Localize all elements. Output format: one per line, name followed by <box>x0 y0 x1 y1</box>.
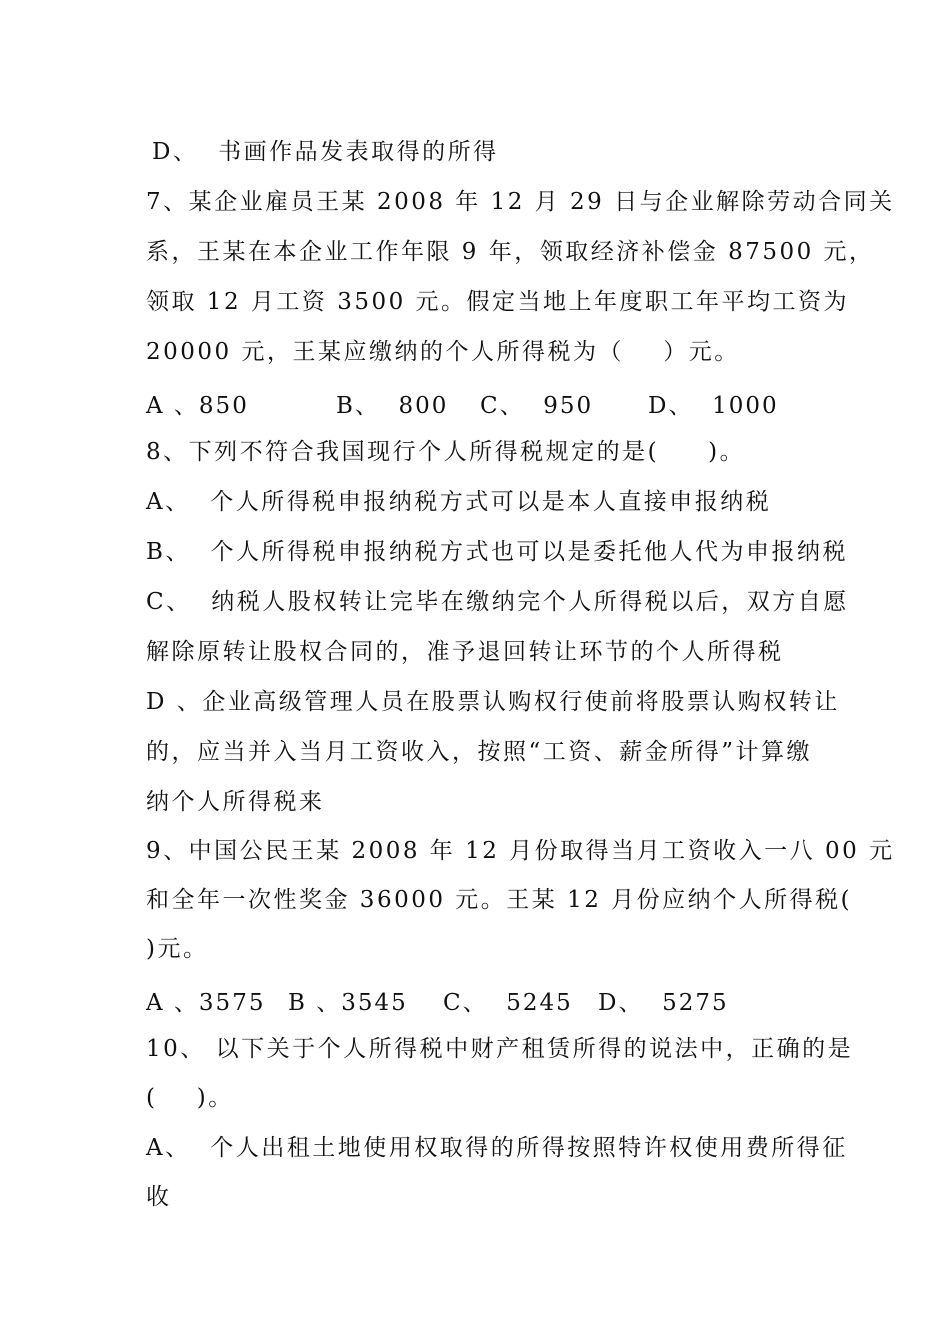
option-d-prev: D、 书画作品发表取得的所得 <box>152 139 499 165</box>
question-8-option-b: B、 个人所得税申报纳税方式也可以是委托他人代为申报纳税 <box>146 539 849 565</box>
question-8-option-d-1: D 、企业高级管理人员在股票认购权行使前将股票认购权转让 <box>146 689 840 715</box>
question-7-line-4: 20000 元，王某应缴纳的个人所得税为（ ）元。 <box>146 339 740 365</box>
question-9-line-1: 9、中国公民王某 2008 年 12 月份取得当月工资收入一八 00 元 <box>146 838 895 864</box>
question-8-option-c-1: C、 纳税人股权转让完毕在缴纳完个人所得税以后，双方自愿 <box>146 589 849 615</box>
question-8-option-a: A、 个人所得税申报纳税方式可以是本人直接申报纳税 <box>146 489 772 515</box>
question-7-line-2: 系，王某在本企业工作年限 9 年，领取经济补偿金 87500 元， <box>146 239 875 265</box>
question-8-option-c-2: 解除原转让股权合同的，准予退回转让环节的个人所得税 <box>146 639 784 665</box>
question-7-line-1: 7、某企业雇员王某 2008 年 12 月 29 日与企业解除劳动合同关 <box>146 189 895 215</box>
question-8-option-d-2: 的，应当并入当月工资收入，按照“工资、薪金所得”计算缴 <box>146 739 813 765</box>
q7-option-a: A 、850 <box>146 393 249 419</box>
q7-option-c: C、 950 <box>480 393 594 419</box>
q9-option-b: B 、3545 <box>288 990 408 1016</box>
question-7-line-3: 领取 12 月工资 3500 元。假定当地上年度职工年平均工资为 <box>146 289 850 315</box>
question-8-option-d-3: 纳个人所得税来 <box>146 789 325 815</box>
question-9-line-2: 和全年一次性奖金 36000 元。王某 12 月份应纳个人所得税( <box>146 887 853 913</box>
q9-option-a: A 、3575 <box>146 990 266 1016</box>
question-10-line-2: ( )。 <box>146 1085 234 1111</box>
question-8-line-1: 8、下列不符合我国现行个人所得税规定的是( )。 <box>146 439 746 465</box>
q9-option-d: D、 5275 <box>598 990 729 1016</box>
q7-option-b: B、 800 <box>336 393 449 419</box>
question-9-line-3: )元。 <box>146 936 209 962</box>
question-10-line-1: 10、 以下关于个人所得税中财产租赁所得的说法中，正确的是 <box>146 1036 854 1062</box>
q9-option-c: C、 5245 <box>443 990 573 1016</box>
question-10-option-a-2: 收 <box>146 1184 172 1210</box>
q7-option-d: D、 1000 <box>648 393 779 419</box>
question-10-option-a-1: A、 个人出租土地使用权取得的所得按照特许权使用费所得征 <box>146 1135 848 1161</box>
